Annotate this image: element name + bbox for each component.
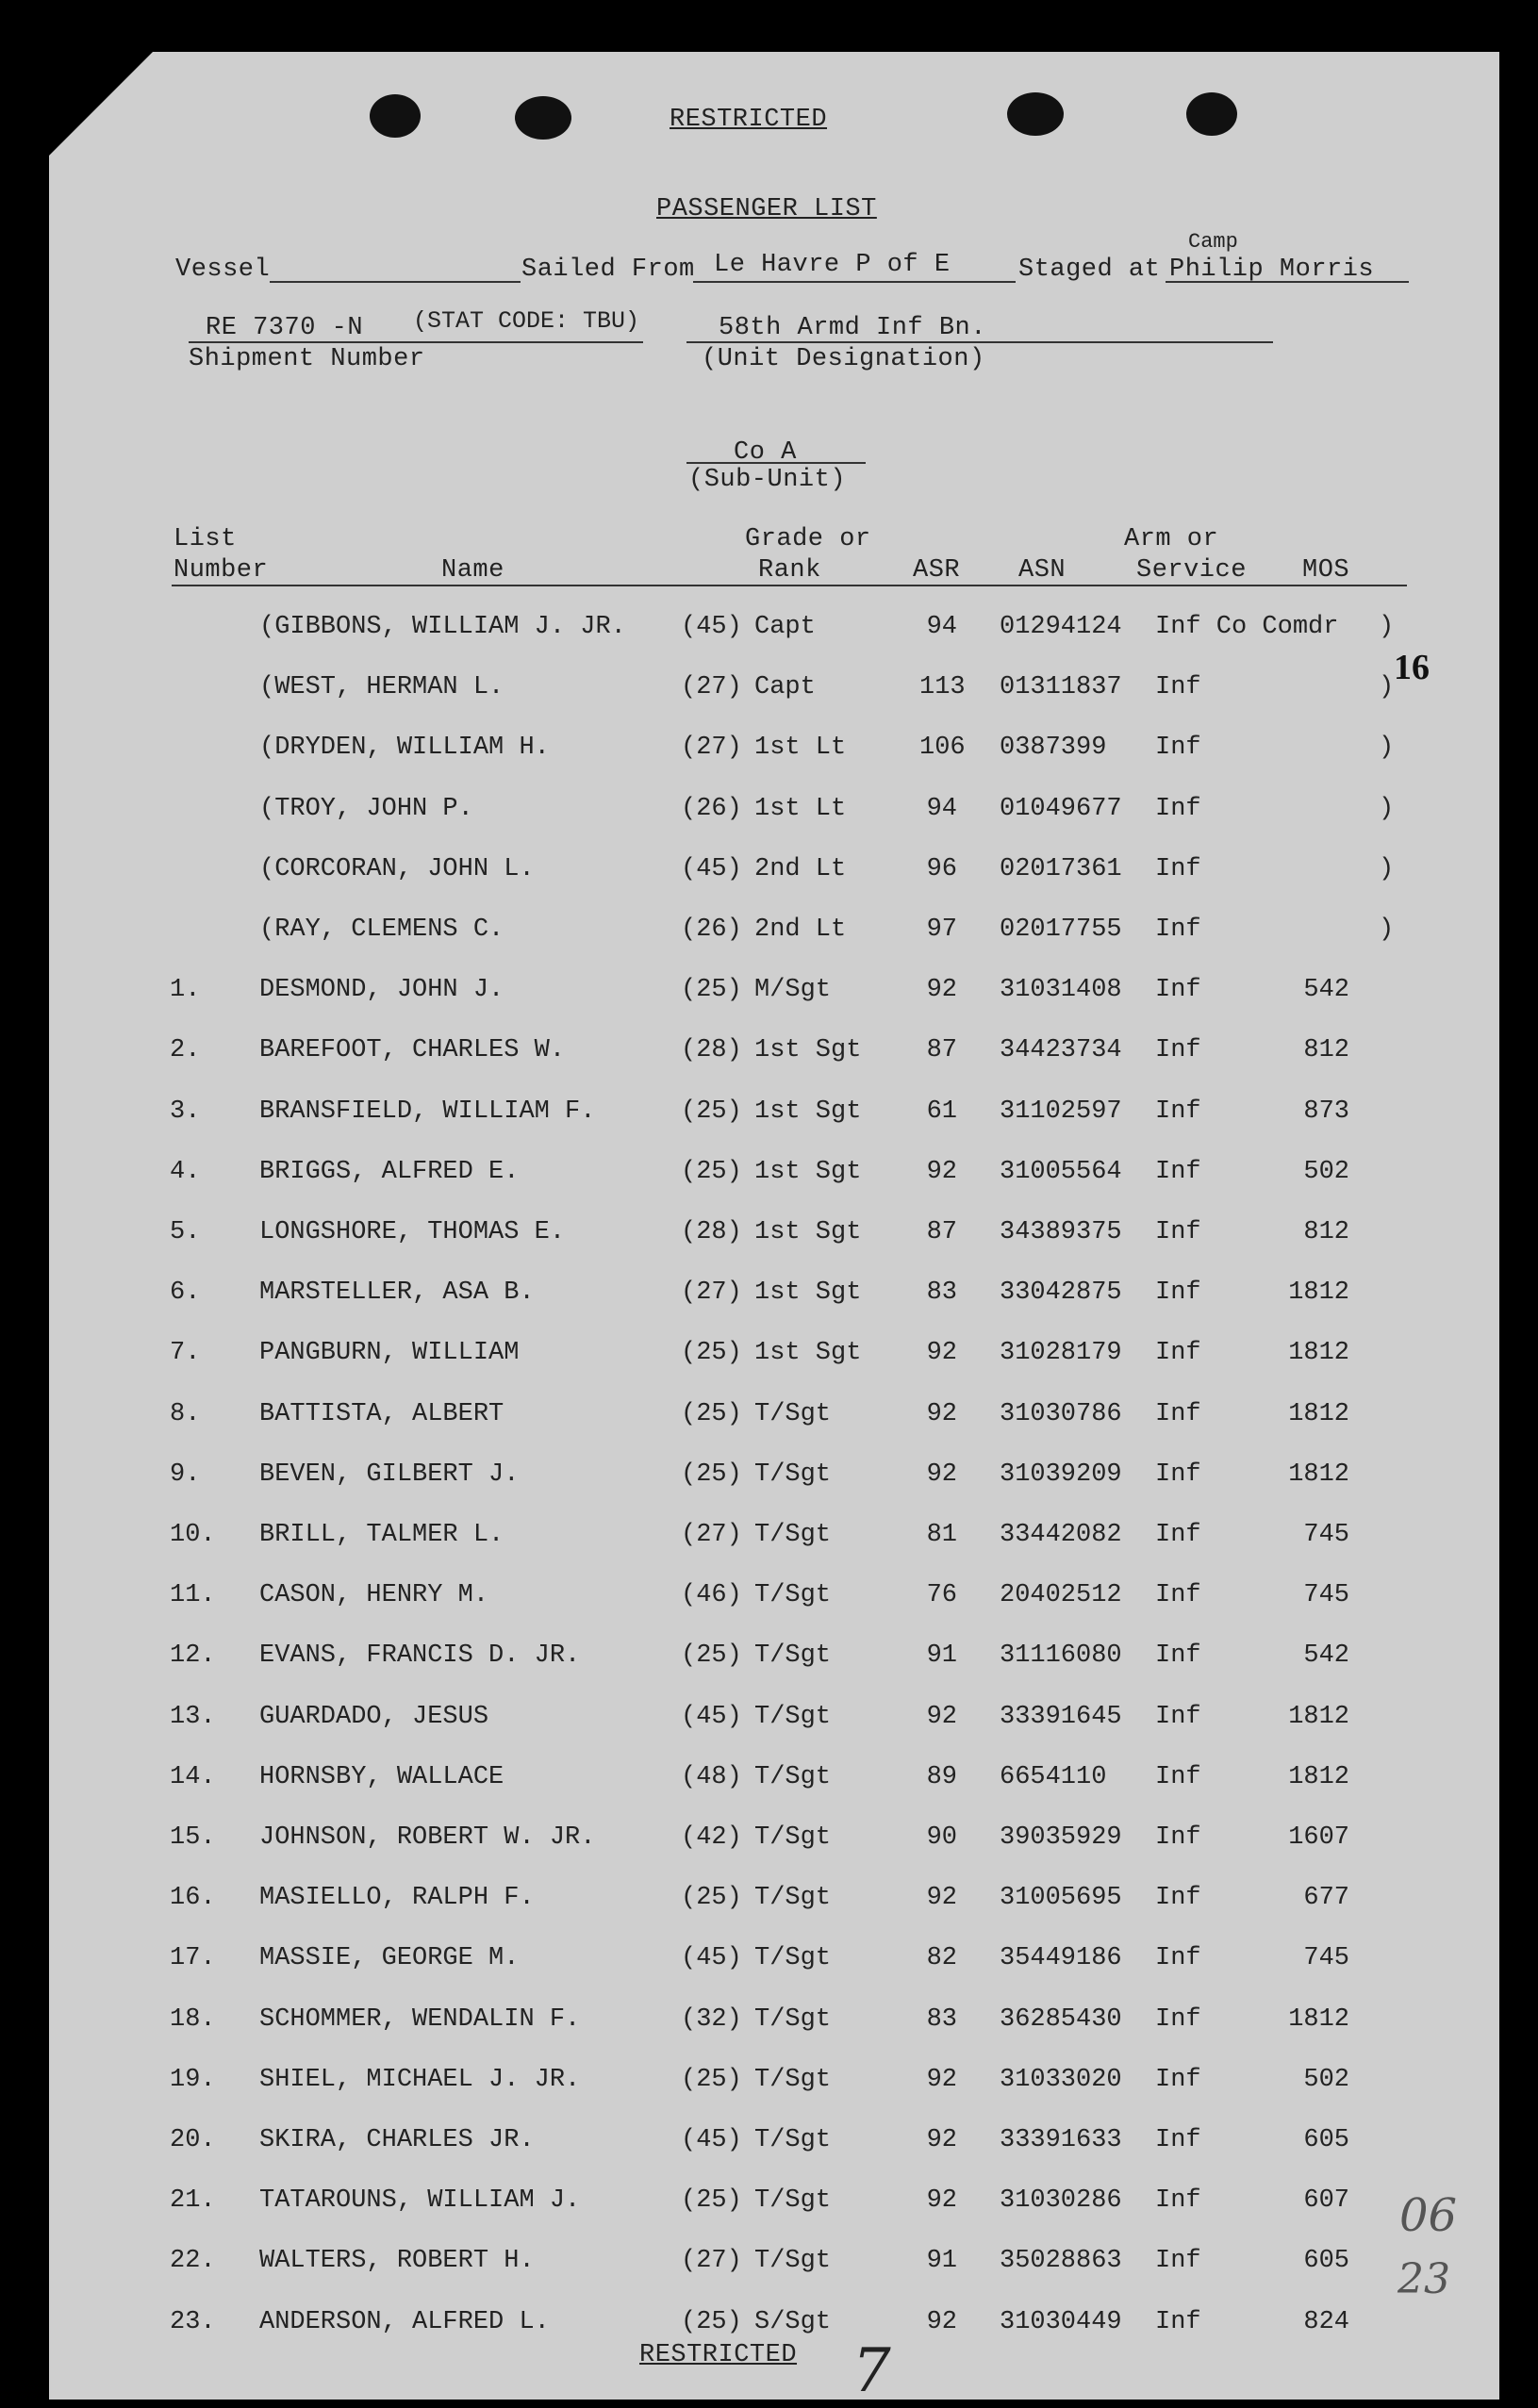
asn-number: 31030286 xyxy=(1000,2186,1122,2216)
table-row xyxy=(0,1581,1538,1619)
list-number: 10. xyxy=(170,1521,216,1549)
list-number: 18. xyxy=(170,2004,216,2034)
punch-hole xyxy=(370,94,421,138)
passenger-age: (42) xyxy=(681,1823,742,1852)
mos-code: 1812 xyxy=(1288,1702,1349,1731)
col-grade-2: Rank xyxy=(758,556,821,585)
table-row xyxy=(0,1400,1538,1438)
page-mark: 16 xyxy=(1394,648,1430,687)
grade-rank: 1st Lt xyxy=(754,734,847,763)
unit-designation-line xyxy=(686,341,1273,343)
passenger-name: SKIRA, CHARLES JR. xyxy=(259,2126,535,2154)
asr-score: 92 xyxy=(926,2307,957,2336)
asr-score: 94 xyxy=(926,613,957,641)
passenger-name: HORNSBY, WALLACE xyxy=(259,1762,504,1791)
passenger-age: (45) xyxy=(681,613,742,641)
arm-service: Inf xyxy=(1155,1944,1201,1973)
asr-score: 92 xyxy=(926,1157,957,1186)
grade-rank: T/Sgt xyxy=(754,2065,832,2094)
passenger-age: (27) xyxy=(681,2247,742,2276)
table-row xyxy=(0,2186,1538,2224)
mos-code: 1812 xyxy=(1288,1278,1349,1308)
unit-designation-label: (Unit Designation) xyxy=(702,345,985,373)
arm-service: Inf xyxy=(1155,1641,1201,1671)
asn-number: 34423734 xyxy=(1000,1036,1122,1065)
mos-code: 824 xyxy=(1303,2307,1349,2336)
arm-service: Inf xyxy=(1155,2004,1201,2034)
list-number: 2. xyxy=(170,1036,201,1065)
grade-rank: 1st Sgt xyxy=(754,1157,862,1186)
sailed-from-label: Sailed From xyxy=(521,256,695,284)
arm-service: Inf xyxy=(1155,2186,1201,2216)
grade-rank: T/Sgt xyxy=(754,2186,832,2216)
mos-code: 502 xyxy=(1303,1157,1349,1186)
arm-service: Inf xyxy=(1155,1036,1201,1065)
passenger-name: JOHNSON, ROBERT W. JR. xyxy=(259,1823,596,1852)
passenger-age: (28) xyxy=(681,1218,742,1246)
asn-number: 31116080 xyxy=(1000,1641,1122,1671)
mos-code: 745 xyxy=(1303,1944,1349,1973)
list-number: 21. xyxy=(170,2186,216,2216)
unit-designation-value: 58th Armd Inf Bn. xyxy=(719,314,986,342)
table-row xyxy=(0,2126,1538,2164)
grade-rank: T/Sgt xyxy=(754,1521,832,1549)
passenger-name: CASON, HENRY M. xyxy=(259,1581,489,1610)
asn-number: 35449186 xyxy=(1000,1944,1122,1973)
asn-number: 33042875 xyxy=(1000,1278,1122,1308)
table-row xyxy=(0,1158,1538,1196)
table-row xyxy=(0,673,1538,711)
asn-number: 34389375 xyxy=(1000,1218,1122,1246)
passenger-name: LONGSHORE, THOMAS E. xyxy=(259,1218,566,1246)
asr-score: 92 xyxy=(926,2065,957,2094)
grade-rank: T/Sgt xyxy=(754,1823,832,1852)
asn-number: 35028863 xyxy=(1000,2247,1122,2276)
arm-service: Inf xyxy=(1155,1702,1201,1731)
passenger-name: (RAY, CLEMENS C. xyxy=(259,915,504,944)
subunit-label: (Sub-Unit) xyxy=(688,466,847,494)
asr-score: 113 xyxy=(919,673,966,702)
top-restricted-label: RESTRICTED xyxy=(670,106,828,134)
grade-rank: T/Sgt xyxy=(754,1581,832,1610)
list-number: 13. xyxy=(170,1702,216,1731)
passenger-name: (TROY, JOHN P. xyxy=(259,794,473,823)
asn-number: 31030786 xyxy=(1000,1399,1122,1428)
asr-score: 92 xyxy=(926,1399,957,1428)
passenger-age: (25) xyxy=(681,2065,742,2094)
arm-service: Inf xyxy=(1155,1278,1201,1308)
mos-code: 1812 xyxy=(1288,1339,1349,1368)
table-row xyxy=(0,795,1538,833)
list-number: 20. xyxy=(170,2126,216,2154)
passenger-age: (25) xyxy=(681,1097,742,1126)
mos-code: 1812 xyxy=(1288,2004,1349,2034)
bracket-mark: ) xyxy=(1379,854,1395,883)
asr-score: 83 xyxy=(926,1278,957,1308)
asr-score: 90 xyxy=(926,1823,957,1852)
passenger-name: (CORCORAN, JOHN L. xyxy=(259,854,535,883)
grade-rank: T/Sgt xyxy=(754,2126,832,2154)
mos-code: 1812 xyxy=(1288,1460,1349,1489)
asn-number: 31005564 xyxy=(1000,1157,1122,1186)
col-asn: ASN xyxy=(1018,556,1067,585)
passenger-name: DESMOND, JOHN J. xyxy=(259,976,504,1005)
shipment-number-label: Shipment Number xyxy=(189,345,425,373)
arm-service: Inf xyxy=(1155,2126,1201,2154)
mos-code: 1812 xyxy=(1288,1399,1349,1428)
passenger-age: (45) xyxy=(681,1702,742,1731)
table-row xyxy=(0,613,1538,651)
passenger-age: (25) xyxy=(681,2307,742,2336)
passenger-name: EVANS, FRANCIS D. JR. xyxy=(259,1641,581,1671)
grade-rank: 2nd Lt xyxy=(754,915,847,944)
staged-at-label: Staged at xyxy=(1018,256,1161,284)
table-row xyxy=(0,976,1538,1014)
list-number: 14. xyxy=(170,1762,216,1791)
arm-service: Inf xyxy=(1155,1157,1201,1186)
arm-service: Inf xyxy=(1155,794,1201,823)
passenger-name: GUARDADO, JESUS xyxy=(259,1702,489,1731)
table-row xyxy=(0,1218,1538,1256)
asr-score: 92 xyxy=(926,1702,957,1731)
mos-code: 745 xyxy=(1303,1521,1349,1549)
asr-score: 92 xyxy=(926,2126,957,2154)
asr-score: 92 xyxy=(926,1339,957,1368)
mos-code: 605 xyxy=(1303,2247,1349,2276)
arm-service: Inf xyxy=(1155,915,1201,944)
passenger-age: (28) xyxy=(681,1036,742,1065)
passenger-name: (GIBBONS, WILLIAM J. JR. xyxy=(259,613,626,641)
passenger-age: (27) xyxy=(681,673,742,702)
stat-code: (STAT CODE: TBU) xyxy=(413,307,640,335)
grade-rank: Capt xyxy=(754,673,816,702)
mos-code: 607 xyxy=(1303,2186,1349,2216)
list-number: 23. xyxy=(170,2307,216,2336)
asr-score: 82 xyxy=(926,1944,957,1973)
sailed-from-line xyxy=(693,281,1016,283)
table-row xyxy=(0,1944,1538,1982)
passenger-name: BRILL, TALMER L. xyxy=(259,1521,504,1549)
table-row xyxy=(0,1884,1538,1921)
asn-number: 31031408 xyxy=(1000,976,1122,1005)
list-number: 5. xyxy=(170,1218,201,1246)
passenger-age: (27) xyxy=(681,734,742,763)
passenger-name: BATTISTA, ALBERT xyxy=(259,1399,504,1428)
asn-number: 33442082 xyxy=(1000,1521,1122,1549)
passenger-name: BAREFOOT, CHARLES W. xyxy=(259,1036,566,1065)
arm-service: Inf xyxy=(1155,854,1201,883)
grade-rank: 2nd Lt xyxy=(754,854,847,883)
list-number: 9. xyxy=(170,1460,201,1489)
passenger-name: MARSTELLER, ASA B. xyxy=(259,1278,535,1308)
mos-code: 1607 xyxy=(1288,1823,1349,1852)
arm-service: Inf xyxy=(1155,673,1201,702)
asn-number: 6654110 xyxy=(1000,1762,1107,1791)
arm-service: Inf xyxy=(1155,1581,1201,1610)
vessel-label: Vessel xyxy=(175,256,271,284)
passenger-name: MASIELLO, RALPH F. xyxy=(259,1884,535,1913)
mos-code: 502 xyxy=(1303,2065,1349,2094)
passenger-age: (25) xyxy=(681,1157,742,1186)
table-row xyxy=(0,1521,1538,1559)
passenger-name: TATAROUNS, WILLIAM J. xyxy=(259,2186,581,2216)
passenger-age: (25) xyxy=(681,2186,742,2216)
col-name: Name xyxy=(441,556,504,585)
passenger-name: BRIGGS, ALFRED E. xyxy=(259,1157,520,1186)
asr-score: 106 xyxy=(919,734,966,763)
asn-number: 31030449 xyxy=(1000,2307,1122,2336)
shipment-number-value: RE 7370 -N xyxy=(206,314,364,342)
grade-rank: 1st Sgt xyxy=(754,1036,862,1065)
arm-service: Inf xyxy=(1155,1097,1201,1126)
table-row xyxy=(0,1460,1538,1498)
asr-score: 92 xyxy=(926,1884,957,1913)
list-number: 8. xyxy=(170,1399,201,1428)
table-row xyxy=(0,1823,1538,1861)
asn-number: 31005695 xyxy=(1000,1884,1122,1913)
margin-note-2: 23 xyxy=(1397,2255,1450,2303)
shipment-number-line xyxy=(189,341,643,343)
asn-number: 01311837 xyxy=(1000,673,1122,702)
passenger-name: MASSIE, GEORGE M. xyxy=(259,1944,520,1973)
passenger-name: WALTERS, ROBERT H. xyxy=(259,2247,535,2276)
arm-service: Inf xyxy=(1155,1460,1201,1489)
arm-service: Inf xyxy=(1155,1218,1201,1246)
asr-score: 94 xyxy=(926,794,957,823)
passenger-age: (25) xyxy=(681,1339,742,1368)
mos-code: 677 xyxy=(1303,1884,1349,1913)
col-asr: ASR xyxy=(913,556,961,585)
bracket-mark: ) xyxy=(1379,613,1395,641)
passenger-age: (25) xyxy=(681,976,742,1005)
passenger-age: (26) xyxy=(681,915,742,944)
col-list-number-1: List xyxy=(174,525,237,553)
subunit-value: Co A xyxy=(734,438,797,467)
bracket-mark: ) xyxy=(1379,915,1395,944)
asn-number: 33391645 xyxy=(1000,1702,1122,1731)
table-row xyxy=(0,2247,1538,2284)
bracket-mark: ) xyxy=(1379,673,1395,702)
asn-number: 01049677 xyxy=(1000,794,1122,823)
table-row xyxy=(0,1703,1538,1740)
punch-hole xyxy=(515,96,571,140)
asn-number: 02017361 xyxy=(1000,854,1122,883)
grade-rank: 1st Sgt xyxy=(754,1218,862,1246)
bracket-mark: ) xyxy=(1379,794,1395,823)
grade-rank: 1st Sgt xyxy=(754,1097,862,1126)
asr-score: 61 xyxy=(926,1097,957,1126)
asn-number: 01294124 xyxy=(1000,613,1122,641)
mos-code: 812 xyxy=(1303,1218,1349,1246)
asr-score: 87 xyxy=(926,1218,957,1246)
col-arm-1: Arm or xyxy=(1124,525,1219,553)
sailed-from-value: Le Havre P of E xyxy=(714,251,951,279)
grade-rank: 1st Sgt xyxy=(754,1339,862,1368)
grade-rank: T/Sgt xyxy=(754,1702,832,1731)
arm-service: Inf xyxy=(1155,2247,1201,2276)
passenger-age: (48) xyxy=(681,1762,742,1791)
asn-number: 31033020 xyxy=(1000,2065,1122,2094)
list-number: 4. xyxy=(170,1157,201,1186)
table-row xyxy=(0,915,1538,953)
arm-service: Inf xyxy=(1155,1339,1201,1368)
punch-hole xyxy=(1186,92,1237,136)
mos-code: 873 xyxy=(1303,1097,1349,1126)
asn-number: 33391633 xyxy=(1000,2126,1122,2154)
table-row xyxy=(0,1036,1538,1074)
grade-rank: T/Sgt xyxy=(754,1884,832,1913)
grade-rank: T/Sgt xyxy=(754,2004,832,2034)
asr-score: 91 xyxy=(926,2247,957,2276)
list-number: 16. xyxy=(170,1884,216,1913)
asr-score: 97 xyxy=(926,915,957,944)
asr-score: 92 xyxy=(926,976,957,1005)
mos-code: 605 xyxy=(1303,2126,1349,2154)
col-arm-2: Service xyxy=(1136,556,1247,585)
passenger-name: BRANSFIELD, WILLIAM F. xyxy=(259,1097,596,1126)
list-number: 7. xyxy=(170,1339,201,1368)
passenger-age: (45) xyxy=(681,854,742,883)
subunit-line xyxy=(686,462,866,464)
table-row xyxy=(0,1278,1538,1316)
arm-service: Inf Co Comdr xyxy=(1155,613,1339,641)
arm-service: Inf xyxy=(1155,1823,1201,1852)
asr-score: 81 xyxy=(926,1521,957,1549)
asr-score: 89 xyxy=(926,1762,957,1791)
header-rule xyxy=(172,585,1407,586)
bottom-note: 7 xyxy=(852,2336,891,2406)
grade-rank: Capt xyxy=(754,613,816,641)
asn-number: 02017755 xyxy=(1000,915,1122,944)
list-number: 6. xyxy=(170,1278,201,1308)
table-row xyxy=(0,1339,1538,1377)
asr-score: 96 xyxy=(926,854,957,883)
asn-number: 31028179 xyxy=(1000,1339,1122,1368)
asr-score: 87 xyxy=(926,1036,957,1065)
grade-rank: T/Sgt xyxy=(754,1762,832,1791)
passenger-name: BEVEN, GILBERT J. xyxy=(259,1460,520,1489)
asr-score: 76 xyxy=(926,1581,957,1610)
passenger-age: (27) xyxy=(681,1521,742,1549)
asn-number: 31102597 xyxy=(1000,1097,1122,1126)
mos-code: 542 xyxy=(1303,976,1349,1005)
asr-score: 91 xyxy=(926,1641,957,1671)
staged-at-camp: Camp xyxy=(1188,230,1238,254)
asr-score: 83 xyxy=(926,2004,957,2034)
asr-score: 92 xyxy=(926,2186,957,2216)
passenger-age: (46) xyxy=(681,1581,742,1610)
bracket-mark: ) xyxy=(1379,734,1395,763)
table-row xyxy=(0,1763,1538,1801)
grade-rank: T/Sgt xyxy=(754,2247,832,2276)
table-row xyxy=(0,2005,1538,2043)
passenger-age: (25) xyxy=(681,1884,742,1913)
table-row xyxy=(0,1097,1538,1135)
list-number: 22. xyxy=(170,2247,216,2276)
list-number: 12. xyxy=(170,1641,216,1671)
grade-rank: T/Sgt xyxy=(754,1460,832,1489)
asn-number: 0387399 xyxy=(1000,734,1107,763)
mos-code: 1812 xyxy=(1288,1762,1349,1791)
list-number: 1. xyxy=(170,976,201,1005)
grade-rank: T/Sgt xyxy=(754,1641,832,1671)
arm-service: Inf xyxy=(1155,1884,1201,1913)
mos-code: 542 xyxy=(1303,1641,1349,1671)
asn-number: 39035929 xyxy=(1000,1823,1122,1852)
list-number: 19. xyxy=(170,2065,216,2094)
col-mos: MOS xyxy=(1302,556,1350,585)
table-row xyxy=(0,855,1538,893)
arm-service: Inf xyxy=(1155,976,1201,1005)
asn-number: 20402512 xyxy=(1000,1581,1122,1610)
asn-number: 36285430 xyxy=(1000,2004,1122,2034)
asr-score: 92 xyxy=(926,1460,957,1489)
col-grade-1: Grade or xyxy=(745,525,871,553)
passenger-age: (45) xyxy=(681,2126,742,2154)
passenger-name: ANDERSON, ALFRED L. xyxy=(259,2307,550,2336)
passenger-name: SHIEL, MICHAEL J. JR. xyxy=(259,2065,581,2094)
passenger-age: (26) xyxy=(681,794,742,823)
grade-rank: M/Sgt xyxy=(754,976,832,1005)
table-row xyxy=(0,734,1538,771)
list-number: 3. xyxy=(170,1097,201,1126)
arm-service: Inf xyxy=(1155,2065,1201,2094)
grade-rank: S/Sgt xyxy=(754,2307,832,2336)
passenger-age: (25) xyxy=(681,1399,742,1428)
grade-rank: T/Sgt xyxy=(754,1944,832,1973)
col-list-number-2: Number xyxy=(174,556,269,585)
list-number: 15. xyxy=(170,1823,216,1852)
grade-rank: 1st Sgt xyxy=(754,1278,862,1308)
document-title: PASSENGER LIST xyxy=(656,195,877,223)
table-row xyxy=(0,1641,1538,1679)
grade-rank: 1st Lt xyxy=(754,794,847,823)
table-row xyxy=(0,2308,1538,2346)
passenger-age: (45) xyxy=(681,1944,742,1973)
passenger-age: (32) xyxy=(681,2004,742,2034)
passenger-age: (25) xyxy=(681,1460,742,1489)
passenger-age: (27) xyxy=(681,1278,742,1308)
passenger-age: (25) xyxy=(681,1641,742,1671)
passenger-name: (DRYDEN, WILLIAM H. xyxy=(259,734,550,763)
asn-number: 31039209 xyxy=(1000,1460,1122,1489)
arm-service: Inf xyxy=(1155,1399,1201,1428)
arm-service: Inf xyxy=(1155,2307,1201,2336)
arm-service: Inf xyxy=(1155,1521,1201,1549)
bottom-restricted-label: RESTRICTED xyxy=(639,2341,798,2369)
table-row xyxy=(0,2066,1538,2103)
staged-at-value: Philip Morris xyxy=(1169,256,1375,284)
staged-at-line xyxy=(1166,281,1409,283)
mos-code: 745 xyxy=(1303,1581,1349,1610)
list-number: 11. xyxy=(170,1581,216,1610)
margin-note-1: 06 xyxy=(1399,2189,1458,2242)
list-number: 17. xyxy=(170,1944,216,1973)
grade-rank: T/Sgt xyxy=(754,1399,832,1428)
arm-service: Inf xyxy=(1155,1762,1201,1791)
arm-service: Inf xyxy=(1155,734,1201,763)
mos-code: 812 xyxy=(1303,1036,1349,1065)
passenger-name: (WEST, HERMAN L. xyxy=(259,673,504,702)
vessel-line xyxy=(270,281,521,283)
punch-hole xyxy=(1007,92,1064,136)
passenger-name: PANGBURN, WILLIAM xyxy=(259,1339,520,1368)
passenger-name: SCHOMMER, WENDALIN F. xyxy=(259,2004,581,2034)
